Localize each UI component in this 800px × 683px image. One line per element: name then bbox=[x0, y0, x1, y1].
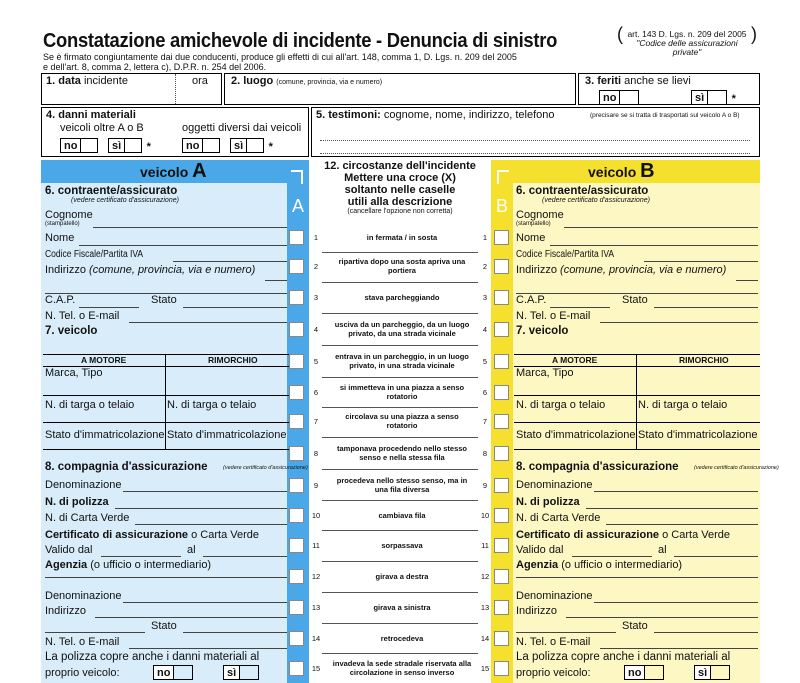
circ-a-checkbox-4[interactable] bbox=[289, 322, 304, 337]
va-denominazione2-label: Denominazione bbox=[45, 590, 122, 602]
va-cap-label: C.A.P. bbox=[45, 294, 76, 306]
va-carta-verde-label: N. di Carta Verde bbox=[45, 512, 130, 524]
circ-b-checkbox-1[interactable] bbox=[494, 230, 509, 245]
vb-compagnia-note: (vedere certificato d'assicurazione) bbox=[694, 465, 779, 471]
va-cap-input[interactable] bbox=[79, 307, 139, 308]
objects-label: oggetti diversi dai veicoli bbox=[182, 122, 302, 134]
circ-num-b-13: 13 bbox=[480, 603, 490, 612]
vb-contraente-note: (vedere certificato d'assicurazione) bbox=[542, 197, 650, 204]
vb-targa-r-label: N. di targa o telaio bbox=[638, 399, 728, 411]
injured-yes-checkbox[interactable] bbox=[707, 90, 727, 105]
va-stato2-label: Stato bbox=[151, 620, 177, 632]
vb-polizza-input[interactable] bbox=[586, 508, 758, 509]
arrow-a-icon bbox=[291, 170, 303, 184]
circ-text-15: invadeva la sede stradale riservata alla circolazione in senso inverso bbox=[332, 659, 472, 677]
circ-b-checkbox-5[interactable] bbox=[494, 354, 509, 369]
circ-num-a-12: 12 bbox=[311, 572, 321, 581]
circ-b-checkbox-4[interactable] bbox=[494, 322, 509, 337]
circ-num-a-7: 7 bbox=[313, 417, 319, 426]
column-b-letter: B bbox=[495, 196, 508, 216]
va-contraente-note: (vedere certificato d'assicurazione) bbox=[71, 197, 179, 204]
va-polizza-copre-label: La polizza copre anche i danni materiali al bbox=[45, 651, 260, 663]
va-proprio-si-option[interactable]: sì bbox=[223, 664, 259, 682]
subtitle-line-2: e dell'art. 8, comma 2, lettera c), D.P.R. n. 254 del 2006. bbox=[43, 62, 267, 72]
legal-reference bbox=[622, 30, 752, 57]
circ-a-checkbox-9[interactable] bbox=[289, 478, 304, 493]
circ-b-checkbox-7[interactable] bbox=[494, 414, 509, 429]
vb-targa-a-label: N. di targa o telaio bbox=[516, 399, 606, 411]
va-al-label: al bbox=[187, 544, 196, 556]
va-nome-label: Nome bbox=[45, 232, 75, 244]
objects-no-option[interactable]: no bbox=[182, 137, 220, 155]
vb-rimorchio-header: RIMORCHIO bbox=[679, 355, 729, 365]
circ-num-a-15: 15 bbox=[311, 664, 321, 673]
vehicle-b-title: veicolo B bbox=[588, 160, 655, 182]
witnesses-field[interactable]: 5. testimoni: cognome, nome, indirizzo, telefono (precisare se si tratta di trasportati sul veicolo A o B) bbox=[311, 107, 760, 157]
vb-carta-verde-input[interactable] bbox=[606, 524, 758, 525]
vb-cf-label: Codice Fiscale/Partita IVA bbox=[516, 249, 615, 260]
va-certificato-label: Certificato di assicurazione o Carta Verde bbox=[45, 529, 259, 541]
vb-indirizzo2-input[interactable] bbox=[566, 617, 758, 618]
va-targa-r-label: N. di targa o telaio bbox=[167, 399, 257, 411]
va-stampatello-note: (stampatello) bbox=[45, 221, 80, 227]
va-veicolo-heading: 7. veicolo bbox=[45, 325, 98, 337]
date-field[interactable]: 1. data incidente ora bbox=[41, 73, 222, 105]
va-proprio-si-checkbox[interactable] bbox=[239, 665, 259, 680]
injured-field: 3. feriti anche se lievi no sì * bbox=[578, 73, 760, 105]
injured-no-option[interactable]: no bbox=[599, 89, 639, 107]
vb-compagnia-heading: 8. compagnia d'assicurazione bbox=[516, 461, 679, 473]
injured-yes-option[interactable]: sì * bbox=[691, 89, 736, 107]
vb-indirizzo-label: Indirizzo (comune, provincia, via e numero) bbox=[516, 264, 727, 276]
vb-nome-label: Nome bbox=[516, 232, 546, 244]
circ-text-13: girava a sinistra bbox=[373, 602, 431, 612]
vb-valido-label: Valido dal bbox=[516, 544, 564, 556]
vb-tel-label: N. Tel. o E-mail bbox=[516, 310, 591, 322]
subtitle-line-1: Se è firmato congiuntamente dai due conducenti, produce gli effetti di cui all'art. 148, comma 1, D. Lgs. n. 209 del 2005 bbox=[43, 52, 517, 62]
vb-veicolo-heading: 7. veicolo bbox=[516, 325, 569, 337]
arrow-b-icon bbox=[497, 170, 509, 184]
damage-field: 4. danni materiali veicoli oltre A o B oggetti diversi dai veicoli no sì * no sì * bbox=[41, 107, 309, 157]
place-label: luogo bbox=[243, 75, 274, 87]
circ-num-a-13: 13 bbox=[311, 603, 321, 612]
circ-b-checkbox-9[interactable] bbox=[494, 478, 509, 493]
circ-num-b-1: 1 bbox=[482, 233, 488, 242]
vb-proprio-si-checkbox[interactable] bbox=[710, 665, 730, 680]
vb-certificato-label: Certificato di assicurazione o Carta Verde bbox=[516, 529, 730, 541]
circ-text-6: si immetteva in una piazza a senso rotatorio bbox=[339, 383, 465, 401]
circ-num-b-8: 8 bbox=[482, 449, 488, 458]
injured-label: feriti bbox=[597, 75, 622, 87]
va-stato-input[interactable] bbox=[183, 307, 287, 308]
vb-denominazione-label: Denominazione bbox=[516, 479, 593, 491]
va-cognome-input[interactable] bbox=[93, 227, 287, 228]
vb-proprio-no-option[interactable]: no bbox=[624, 664, 664, 682]
va-tel-input[interactable] bbox=[129, 322, 287, 323]
circ-num-a-8: 8 bbox=[313, 449, 319, 458]
circ-b-checkbox-8[interactable] bbox=[494, 446, 509, 461]
vb-nome-input[interactable] bbox=[550, 245, 758, 246]
va-tel-label: N. Tel. o E-mail bbox=[45, 310, 120, 322]
circ-num-a-14: 14 bbox=[311, 634, 321, 643]
vb-stato2-pre-input[interactable] bbox=[516, 632, 616, 633]
damage-label: danni materiali bbox=[58, 109, 136, 121]
vb-proprio-label: proprio veicolo: bbox=[516, 667, 591, 679]
va-contraente-heading: 6. contraente/assicurato bbox=[45, 185, 178, 197]
vehicles-label: veicoli oltre A o B bbox=[60, 122, 144, 134]
va-indirizzo2-label: Indirizzo bbox=[45, 605, 86, 617]
va-tel2-input[interactable] bbox=[129, 648, 287, 649]
vb-al-label: al bbox=[658, 544, 667, 556]
objects-yes-option[interactable]: sì * bbox=[230, 137, 273, 155]
va-polizza-input[interactable] bbox=[115, 508, 287, 509]
va-cf-label: Codice Fiscale/Partita IVA bbox=[45, 249, 144, 260]
circ-num-b-9: 9 bbox=[482, 481, 488, 490]
circ-num-b-5: 5 bbox=[482, 357, 488, 366]
circ-b-checkbox-10[interactable] bbox=[494, 508, 509, 523]
circ-a-checkbox-11[interactable] bbox=[289, 538, 304, 553]
vb-cap-label: C.A.P. bbox=[516, 294, 547, 306]
va-proprio-label: proprio veicolo: bbox=[45, 667, 120, 679]
vb-tel2-input[interactable] bbox=[600, 648, 758, 649]
vb-agenzia-label: Agenzia (o ufficio o intermediario) bbox=[516, 559, 683, 571]
vb-stato-input[interactable] bbox=[654, 307, 758, 308]
vehicles-yes-option[interactable]: sì * bbox=[108, 137, 151, 155]
va-valido-input[interactable] bbox=[101, 556, 181, 557]
circ-text-9: procedeva nello stesso senso, ma in una fila diversa bbox=[336, 476, 468, 494]
vb-agenzia-input[interactable] bbox=[516, 577, 758, 578]
vb-immatricolazione-a-label: Stato d'immatricolazione bbox=[516, 429, 636, 441]
legal-ref-line-1: ( art. 143 D. Lgs. n. 209 del 2005 bbox=[627, 29, 747, 39]
circ-b-checkbox-12[interactable] bbox=[494, 569, 509, 584]
va-immatricolazione-r-label: Stato d'immatricolazione bbox=[167, 429, 287, 441]
legal-ref-line-2: "Codice delle assicurazioni private" bbox=[636, 38, 738, 57]
circ-a-checkbox-3[interactable] bbox=[289, 290, 304, 305]
vb-cf-input[interactable] bbox=[644, 261, 758, 262]
va-proprio-no-option[interactable]: no bbox=[153, 664, 193, 682]
va-compagnia-note: (vedere certificato d'assicurazione) bbox=[223, 465, 308, 471]
vehicle-a-title: veicolo A bbox=[140, 160, 207, 182]
va-indirizzo-input-1[interactable] bbox=[265, 280, 287, 281]
circ-num-a-3: 3 bbox=[313, 293, 319, 302]
witnesses-label: testimoni: bbox=[328, 109, 381, 121]
va-denominazione-label: Denominazione bbox=[45, 479, 122, 491]
va-al-input[interactable] bbox=[203, 556, 287, 557]
circ-a-checkbox-5[interactable] bbox=[289, 354, 304, 369]
va-indirizzo2-input[interactable] bbox=[95, 617, 287, 618]
circ-text-10: cambiava fila bbox=[378, 510, 426, 520]
circ-a-checkbox-13[interactable] bbox=[289, 600, 304, 615]
circ-b-checkbox-15[interactable] bbox=[494, 661, 509, 676]
vb-cap-input[interactable] bbox=[550, 307, 610, 308]
vb-denominazione2-label: Denominazione bbox=[516, 590, 593, 602]
vb-proprio-no-checkbox[interactable] bbox=[644, 665, 664, 680]
circ-b-checkbox-11[interactable] bbox=[494, 538, 509, 553]
circ-b-checkbox-13[interactable] bbox=[494, 600, 509, 615]
circ-text-4: usciva da un parcheggio, da un luogo privato, da una strada vicinale bbox=[334, 320, 470, 338]
va-immatricolazione-a-label: Stato d'immatricolazione bbox=[45, 429, 165, 441]
circ-b-checkbox-6[interactable] bbox=[494, 385, 509, 400]
circ-num-b-10: 10 bbox=[480, 511, 490, 520]
circ-num-a-4: 4 bbox=[313, 325, 319, 334]
circ-text-2: ripartiva dopo una sosta apriva una portiera bbox=[338, 257, 466, 275]
circ-num-a-6: 6 bbox=[313, 388, 319, 397]
vb-stato2-label: Stato bbox=[622, 620, 648, 632]
circ-num-b-15: 15 bbox=[480, 664, 490, 673]
vb-polizza-label: N. di polizza bbox=[516, 496, 580, 508]
circ-text-5: entrava in un parcheggio, in un luogo privato, in una strada vicinale bbox=[335, 352, 469, 370]
page-title: Constatazione amichevole di incidente - Denuncia di sinistro bbox=[43, 30, 558, 52]
circ-num-b-4: 4 bbox=[482, 325, 488, 334]
circ-b-checkbox-14[interactable] bbox=[494, 631, 509, 646]
va-cf-input[interactable] bbox=[173, 261, 287, 262]
circ-num-a-10: 10 bbox=[311, 511, 321, 520]
vb-stampatello-note: (stampatello) bbox=[516, 221, 551, 227]
va-agenzia-input[interactable] bbox=[45, 577, 287, 578]
circ-a-checkbox-15[interactable] bbox=[289, 661, 304, 676]
circ-text-3: stava parcheggiando bbox=[364, 292, 440, 302]
circ-text-12: girava a destra bbox=[375, 571, 429, 581]
vehicles-no-option[interactable]: no bbox=[60, 137, 98, 155]
va-polizza-label: N. di polizza bbox=[45, 496, 109, 508]
vb-valido-input[interactable] bbox=[572, 556, 652, 557]
vb-stato2-input[interactable] bbox=[654, 632, 758, 633]
circ-a-checkbox-12[interactable] bbox=[289, 569, 304, 584]
va-valido-label: Valido dal bbox=[45, 544, 93, 556]
circ-num-b-11: 11 bbox=[481, 541, 489, 550]
circ-text-1: in fermata / in sosta bbox=[366, 232, 438, 242]
circ-num-b-3: 3 bbox=[482, 293, 488, 302]
vb-marca-label: Marca, Tipo bbox=[516, 367, 574, 379]
va-stato2-input[interactable] bbox=[183, 632, 287, 633]
va-agenzia-label: Agenzia (o ufficio o intermediario) bbox=[45, 559, 212, 571]
vb-indirizzo-input-1[interactable] bbox=[736, 280, 758, 281]
circ-text-11: sorpassava bbox=[381, 540, 423, 550]
vb-denominazione-input[interactable] bbox=[594, 491, 758, 492]
circ-num-b-6: 6 bbox=[482, 388, 488, 397]
circumstances-header: 12. circostanze dell'incidente Mettere una croce (X) soltanto nelle caselle utili alla descrizione (cancellare l'opzione non corretta) bbox=[324, 160, 476, 215]
vb-denominazione2-input[interactable] bbox=[594, 602, 758, 603]
circ-a-checkbox-2[interactable] bbox=[289, 259, 304, 274]
vb-tel2-label: N. Tel. o E-mail bbox=[516, 636, 591, 648]
va-cognome-label: Cognome bbox=[45, 209, 93, 221]
va-motore-header: A MOTORE bbox=[81, 355, 127, 365]
vb-motore-header: A MOTORE bbox=[552, 355, 598, 365]
circ-num-a-5: 5 bbox=[313, 357, 319, 366]
va-compagnia-heading: 8. compagnia d'assicurazione bbox=[45, 461, 208, 473]
circ-a-checkbox-1[interactable] bbox=[289, 230, 304, 245]
vb-stato-label: Stato bbox=[622, 294, 648, 306]
vb-cognome-label: Cognome bbox=[516, 209, 564, 221]
circ-num-a-1: 1 bbox=[313, 233, 319, 242]
va-targa-a-label: N. di targa o telaio bbox=[45, 399, 135, 411]
va-proprio-no-checkbox[interactable] bbox=[173, 665, 193, 680]
va-nome-input[interactable] bbox=[79, 245, 287, 246]
circ-num-b-7: 7 bbox=[482, 417, 488, 426]
circ-num-a-11: 11 bbox=[312, 541, 320, 550]
vb-immatricolazione-r-label: Stato d'immatricolazione bbox=[638, 429, 758, 441]
circ-num-b-2: 2 bbox=[482, 262, 488, 271]
va-denominazione-input[interactable] bbox=[123, 491, 287, 492]
circ-text-14: retrocedeva bbox=[380, 633, 424, 643]
va-stato-label: Stato bbox=[151, 294, 177, 306]
place-field[interactable]: 2. luogo (comune, provincia, via e numero) bbox=[224, 73, 576, 105]
va-tel2-label: N. Tel. o E-mail bbox=[45, 636, 120, 648]
circ-text-8: tamponava procedendo nello stesso senso e nella stessa fila bbox=[336, 444, 468, 462]
circ-b-checkbox-2[interactable] bbox=[494, 259, 509, 274]
vb-indirizzo2-label: Indirizzo bbox=[516, 605, 557, 617]
circ-a-checkbox-7[interactable] bbox=[289, 414, 304, 429]
va-stato2-pre-input[interactable] bbox=[45, 632, 145, 633]
va-carta-verde-input[interactable] bbox=[135, 524, 287, 525]
circ-text-7: circolava su una piazza a senso rotatorio bbox=[345, 412, 459, 430]
circ-a-checkbox-6[interactable] bbox=[289, 385, 304, 400]
vb-contraente-heading: 6. contraente/assicurato bbox=[516, 185, 649, 197]
va-marca-label: Marca, Tipo bbox=[45, 367, 103, 379]
circ-a-checkbox-8[interactable] bbox=[289, 446, 304, 461]
witnesses-note: (precisare se si tratta di trasportati sul veicolo A o B) bbox=[590, 112, 740, 119]
time-label: ora bbox=[192, 75, 208, 87]
injured-no-checkbox[interactable] bbox=[619, 90, 639, 105]
vb-carta-verde-label: N. di Carta Verde bbox=[516, 512, 601, 524]
circ-num-b-14: 14 bbox=[480, 634, 490, 643]
circ-num-b-12: 12 bbox=[480, 572, 490, 581]
va-denominazione2-input[interactable] bbox=[123, 602, 287, 603]
vb-proprio-si-option[interactable]: sì bbox=[694, 664, 730, 682]
circ-num-a-9: 9 bbox=[313, 481, 319, 490]
circ-a-checkbox-14[interactable] bbox=[289, 631, 304, 646]
vb-cognome-input[interactable] bbox=[564, 227, 758, 228]
va-indirizzo-label: Indirizzo (comune, provincia, via e numero) bbox=[45, 264, 256, 276]
vb-polizza-copre-label: La polizza copre anche i danni materiali al bbox=[516, 651, 731, 663]
circ-a-checkbox-10[interactable] bbox=[289, 508, 304, 523]
column-a-letter: A bbox=[291, 196, 304, 216]
va-rimorchio-header: RIMORCHIO bbox=[208, 355, 258, 365]
date-label: data bbox=[58, 75, 81, 87]
circ-num-a-2: 2 bbox=[313, 262, 319, 271]
vb-al-input[interactable] bbox=[674, 556, 758, 557]
circ-b-checkbox-3[interactable] bbox=[494, 290, 509, 305]
vb-tel-input[interactable] bbox=[600, 322, 758, 323]
